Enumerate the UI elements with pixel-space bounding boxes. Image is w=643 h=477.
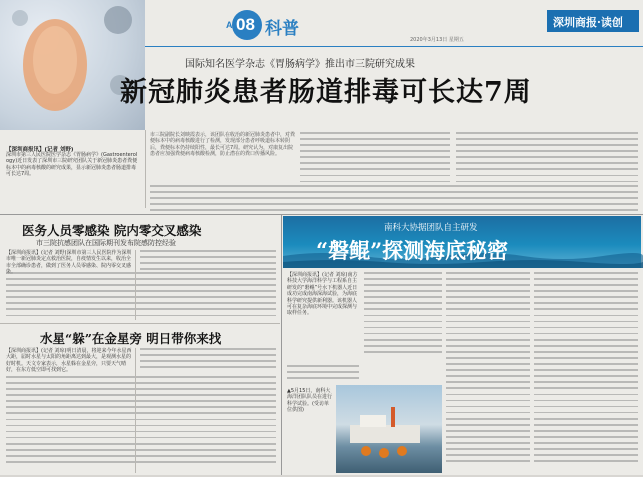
- ship-photo: [336, 385, 442, 473]
- story1-lead: 深圳市第三人民医院医学杂志《胃肠病学》(Gastroenterology)近日发表了深圳市三院研究团队关于新冠肺炎患者粪便标本中的病毒核酸的研究成果，显示新冠肺炎患者肠道排毒可长达7周。: [6, 152, 138, 178]
- story4-column-3: [446, 272, 530, 472]
- ship-illustration: [336, 385, 442, 473]
- story4-column-4: [534, 272, 638, 472]
- section-title: 科普: [265, 19, 299, 39]
- hero-image: [0, 0, 145, 130]
- story2-columns: [6, 272, 276, 320]
- story3-rule: [0, 323, 280, 324]
- page-prefix: A: [226, 20, 233, 30]
- story1-column-3: [456, 132, 638, 188]
- story3-columns: [6, 376, 276, 472]
- nav-strip: 2020年3月13日 星期五: [410, 37, 464, 43]
- story3-column-b: [140, 348, 276, 374]
- divider: [135, 250, 136, 320]
- divider: [135, 348, 136, 473]
- story2-subhead: 市三院抗感团队在国际期刊发布院感防控经验: [36, 239, 176, 247]
- headline-kicker: 国际知名医学杂志《胃肠病学》推出市三院研究成果: [185, 59, 415, 70]
- story4-column-1: [287, 365, 359, 385]
- divider: [145, 130, 146, 208]
- story1-byline: 【深圳商报讯】(记者 刘野): [6, 147, 74, 153]
- photo-caption: ▲5月15日，南科大海洋团队队员在进行科学试验。(受访单位供图): [287, 388, 333, 414]
- story4-kicker: 南科大协据团队自主研发: [384, 223, 478, 233]
- divider: [281, 214, 282, 475]
- story1-body: 市三院副院长刘映霞表示，该团队在收治的新冠肺炎患者中，对粪便标本中的病毒核酸进行了检测，发现部分患者呼吸道标本转阴后，粪便标本仍持续阳性，最长可达7周。研究认为，对康复出院患者应加强粪便病毒核酸检测，防止潜在的粪口传播风险。: [150, 132, 296, 158]
- story2-body: 【深圳商报讯】(记者 刘野)深圳市第三人民医院作为深圳市唯一新冠肺炎定点救治医院，自疫情发生以来，收治全市全部确诊患者，做到了医务人员零感染、院内零交叉感: [6, 250, 132, 269]
- story3-body: 【深圳商报讯】(记者 刘琼)明日清晨，将迎来今年水星西大距，届时水星与太阳的角距离达到最大，是观测水星的好时机。天文专家表示，水星躲在金星旁，只要天气晴好，在东方低空即可找到它。: [6, 348, 132, 374]
- page-number: 08: [236, 15, 255, 34]
- story3-headline: 水星“躲”在金星旁 明日带你来找: [40, 331, 222, 346]
- story2-column-b: [140, 250, 276, 272]
- section-rule: [0, 214, 643, 215]
- story1-columns: [150, 185, 638, 213]
- story1-column-2: [300, 132, 450, 188]
- virus-illustration: [0, 0, 145, 130]
- story4-column-2: [364, 272, 442, 362]
- masthead-text: 深圳商报·读创: [553, 16, 623, 29]
- story4-headline: “磐鲲”探测海底秘密: [316, 238, 509, 263]
- story2-headline: 医务人员零感染 院内零交叉感染: [22, 223, 202, 238]
- story4-intro: 【深圳商报讯】(记者 刘琼)南方科技大学海洋科学与工程系自主研发的“磐鲲”号水下机器人近日成功完成南海深海试验，为海底科学研究提供新利器。该机器人可在复杂海底环境中完成探测与取样任务。: [287, 272, 358, 317]
- main-headline: 新冠肺炎患者肠道排毒可长达7周: [120, 77, 532, 108]
